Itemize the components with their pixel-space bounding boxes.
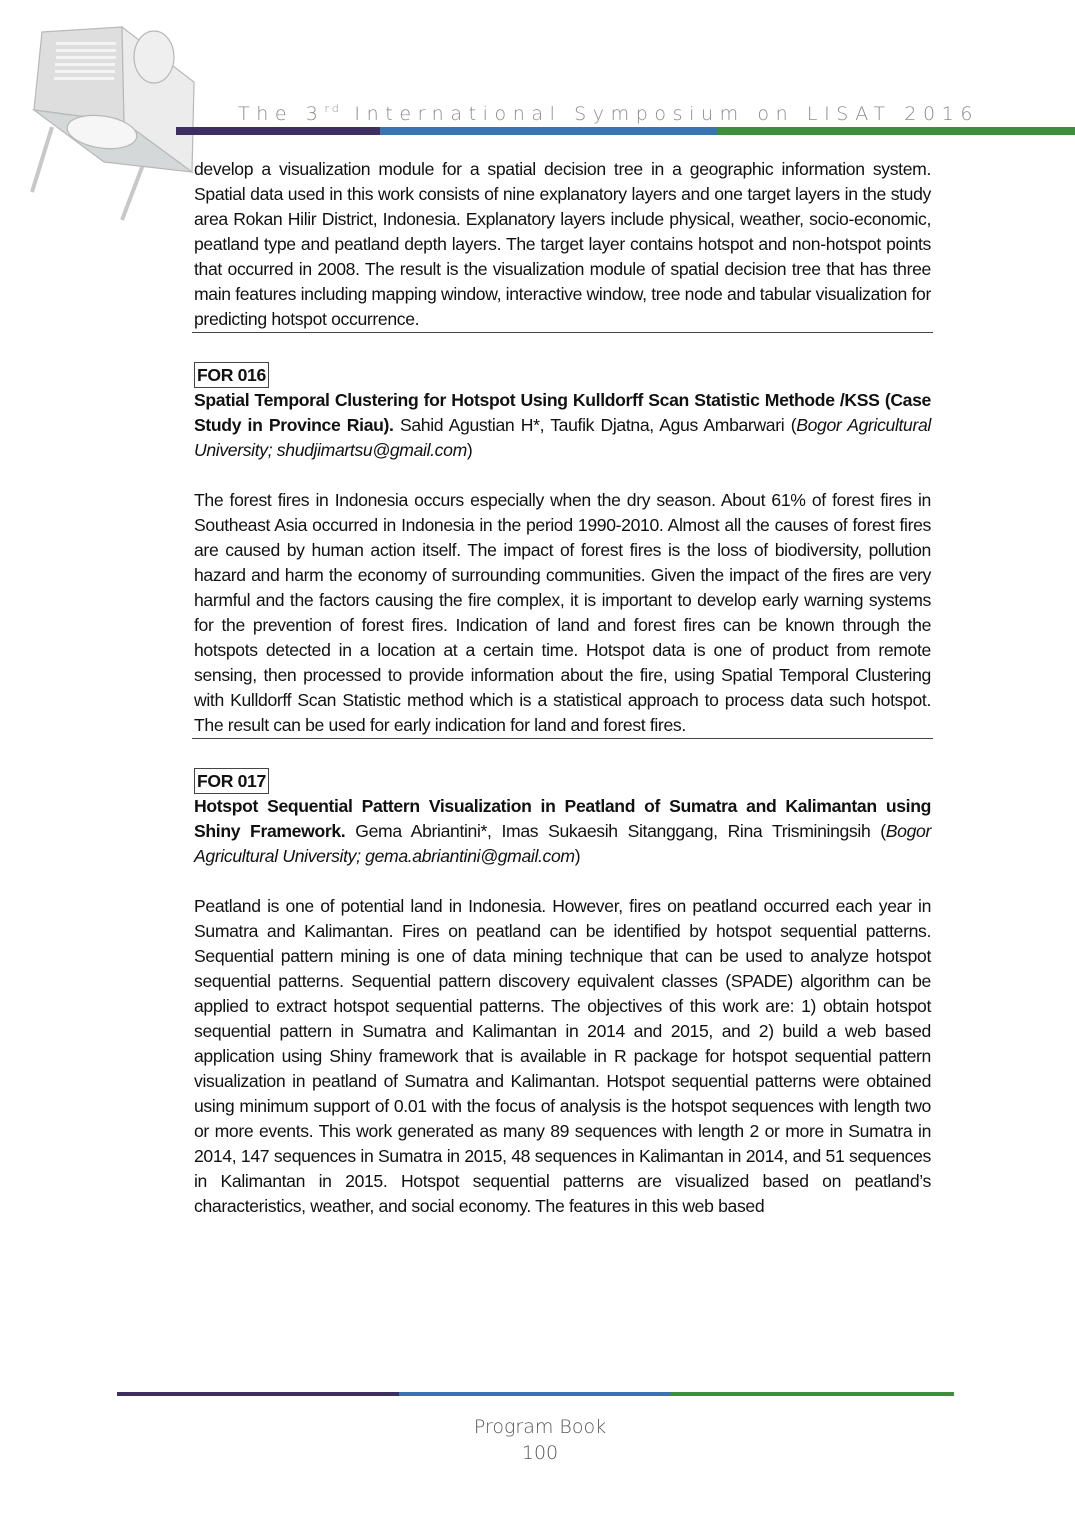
abstract-entry (194, 358, 931, 738)
header-color-bar (176, 127, 1075, 135)
entry-affiliation-close: ) (466, 440, 473, 460)
page-number: 100 (521, 1442, 559, 1464)
entry-abstract: Peatland is one of potential land in Indonesia. However, fires on peatland occurred each year in Sumatra and Kalimantan. Fires on peatland can be identified by hotspot sequential patterns. Sequential pattern mining is one of data mining technique that can be used to analyze hotspot sequential patterns. Sequential pattern discovery equivalent classes (SPADE) algorithm can be applied to extract hotspot sequential patterns. The objectives of this work are: 1) obtain hotspot sequential pattern in Sumatra and Kalimantan in 2014 and 2015, and 2) build a web based application using Shiny framework that is available in R package for hotspot sequential pattern visualization in peatland of Sumatra and Kalimantan. Hotspot sequential patterns were obtained using minimum support of 0.01 with the focus of analysis is the hotspot sequences with length two or more events. This work generated as many 89 sequences with length 2 or more in Sumatra in 2014, 147 sequences in Sumatra in 2015, 48 sequences in Kalimantan in 2014, and 51 sequences in Kalimantan in 2015. Hotspot sequential patterns are visualized based on peatland’s characteristics, weather, and social economy. The features in this web based (194, 896, 931, 1216)
abstract-entry (194, 764, 931, 1219)
intro-paragraph: develop a visualization module for a spatial decision tree in a geographic information system. Spatial data used in this work consists of nine explanatory layers and one target layers in the study area Rokan Hilir District, Indonesia. Explanatory layers include physical, weather, socio-economic, peatland type and peatland depth layers. The target layer contains hotspot and non-hotspot points that occurred in 2008. The result is the visualization module of spatial decision tree that has three main features including mapping window, interactive window, tree node and tabular visualization for predicting hotspot occurrence. (194, 159, 931, 329)
entry-title: Hotspot Sequential Pattern Visualization in Peatland of Sumatra and Kalimantan using Shiny Framework. (194, 796, 931, 841)
satellite-icon (14, 22, 204, 222)
footer-color-bar (117, 1392, 954, 1396)
page-content (194, 157, 931, 1219)
entry-authors: Sahid Agustian H*, Taufik Djatna, Agus Ambarwari ( (393, 415, 797, 435)
footer-bar-blue (399, 1392, 671, 1396)
header-bar-blue (380, 127, 717, 135)
entry-abstract: The forest fires in Indonesia occurs especially when the dry season. About 61% of forest fires in Southeast Asia occurred in Indonesia in the period 1990-2010. Almost all the causes of forest fires are caused by human action itself. The impact of forest fires is the loss of biodiversity, pollution hazard and harm the economy of surrounding communities. Given the impact of the fires are very harmful and the factors causing the fire complex, it is important to develop early warning systems for the prevention of forest fires. Indication of land and forest fires can be known through the hotspots detected in a location at a certain time. Hotspot data is one of product from remote sensing, then processed to provide information about the fire, using Spatial Temporal Clustering with Kulldorff Scan Statistic method which is a statistical approach to process data such hotspot. The result can be used for early indication for land and forest fires. (194, 490, 931, 735)
entry-heading (194, 794, 931, 869)
entry-affiliation: Bogor Agricultural University; gema.abriantini@gmail.com (194, 821, 931, 866)
entry-code: FOR 016 (194, 362, 269, 388)
header-bar-purple (176, 127, 380, 135)
footer-bar-purple (117, 1392, 399, 1396)
entry-affiliation: Bogor Agricultural University; shudjimartsu@gmail.com (194, 415, 931, 460)
header-title (238, 102, 979, 125)
footer-label: Program Book (473, 1416, 607, 1438)
header-title-superscript: rd (324, 102, 342, 115)
footer (0, 1414, 1075, 1466)
entry-heading (194, 388, 931, 463)
entry-title: Spatial Temporal Clustering for Hotspot Using Kulldorff Scan Statistic Methode /KSS (Case Study in Province Riau). (194, 390, 931, 435)
entry-affiliation-close: ) (574, 846, 581, 866)
entry-authors: Gema Abriantini*, Imas Sukaesih Sitanggang, Rina Trisminingsih ( (345, 821, 886, 841)
entry-code: FOR 017 (194, 768, 269, 794)
header-title-suffix: International Symposium on LISAT 2016 (341, 103, 980, 125)
header-bar-green (717, 127, 1075, 135)
header-title-prefix: The 3 (238, 103, 325, 125)
footer-bar-green (671, 1392, 954, 1396)
